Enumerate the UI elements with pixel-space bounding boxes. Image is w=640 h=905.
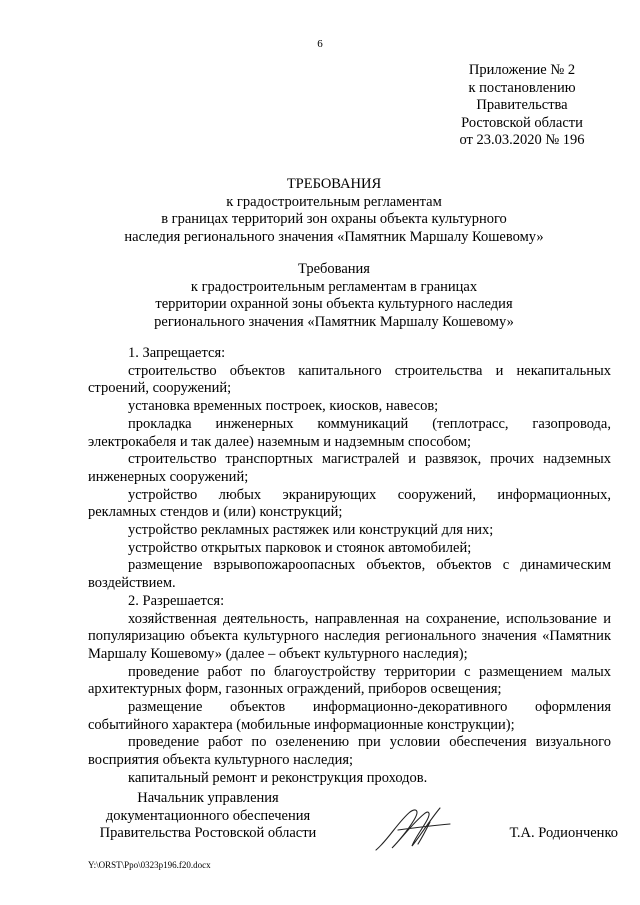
signature-block [88, 790, 618, 860]
section-heading-prohibited: 1. Запрещается: [128, 345, 226, 361]
list-item: хозяйственная деятельность, направленная на сохранение, использование и популяризацию объекта культурного наследия регионального значения «Памятник Маршалу Кошевому» (далее – объект культурного наследия); [88, 610, 611, 662]
section-heading-permitted: 2. Разрешается: [128, 592, 225, 609]
list-item: прокладка инженерных коммуникаций (теплотрасс, газопровода, электрокабеля и так далее) наземным и надземным способом; [88, 415, 611, 450]
signatory-name: Т.А. Родионченко [509, 825, 618, 841]
list-item: проведение работ по благоустройству территории с размещением малых архитектурных форм, газонных ограждений, приборов освещения; [88, 663, 611, 698]
list-item: проведение работ по озеленению при условии обеспечения визуального восприятия объекта культурного наследия; [88, 734, 611, 769]
appendix-line: Приложение № 2 [468, 62, 576, 78]
appendix-line: Ростовской области [461, 114, 583, 131]
list-item: устройство рекламных растяжек или конструкций для них; [128, 522, 494, 539]
appendix-block [432, 62, 612, 150]
file-path-footer: Y:\ORST\Ppo\0323p196.f20.docx [88, 860, 211, 870]
section-title [60, 261, 608, 331]
position-line: Начальник управления [137, 790, 279, 806]
list-item: устройство любых экранирующих сооружений, информационных, рекламных стендов и (или) конструкций; [88, 486, 611, 521]
list-item: установка временных построек, киосков, навесов; [128, 398, 439, 415]
list-item: устройство открытых парковок и стоянок автомобилей; [128, 539, 472, 556]
list-item: строительство объектов капитального строительства и некапитальных строений, сооружений; [88, 362, 611, 397]
list-item: строительство транспортных магистралей и развязок, прочих надземных инженерных сооружений; [88, 451, 611, 485]
subtitle-line: регионального значения «Памятник Маршалу Кошевому» [154, 313, 514, 330]
title-line: в границах территорий зон охраны объекта культурного [161, 211, 507, 227]
signatory-position [88, 790, 328, 843]
list-item: размещение объектов информационно-декоративного оформления событийного характера (мобильные информационные конструкции); [88, 699, 611, 733]
position-line: Правительства Ростовской области [99, 825, 317, 841]
list-item: капитальный ремонт и реконструкция проходов. [128, 769, 428, 786]
appendix-line: к постановлению [468, 79, 576, 96]
document-title [60, 176, 608, 246]
page-number: 6 [317, 38, 323, 50]
position-line: документационного обеспечения [105, 807, 311, 824]
list-item: размещение взрывопожароопасных объектов, объектов с динамическим воздействием. [88, 557, 611, 592]
handwritten-signature [368, 800, 458, 858]
document-body [88, 345, 611, 788]
subtitle-line: к градостроительным регламентам в границах [190, 278, 478, 295]
appendix-line: Правительства [476, 97, 568, 113]
title-line: наследия регионального значения «Памятник Маршалу Кошевому» [124, 228, 544, 245]
title-heading: ТРЕБОВАНИЯ [286, 176, 382, 192]
appendix-line: от 23.03.2020 № 196 [459, 132, 585, 148]
subtitle-line: территории охранной зоны объекта культурного наследия [155, 296, 513, 312]
subtitle-heading: Требования [298, 261, 370, 277]
title-line: к градостроительным регламентам [226, 193, 442, 210]
